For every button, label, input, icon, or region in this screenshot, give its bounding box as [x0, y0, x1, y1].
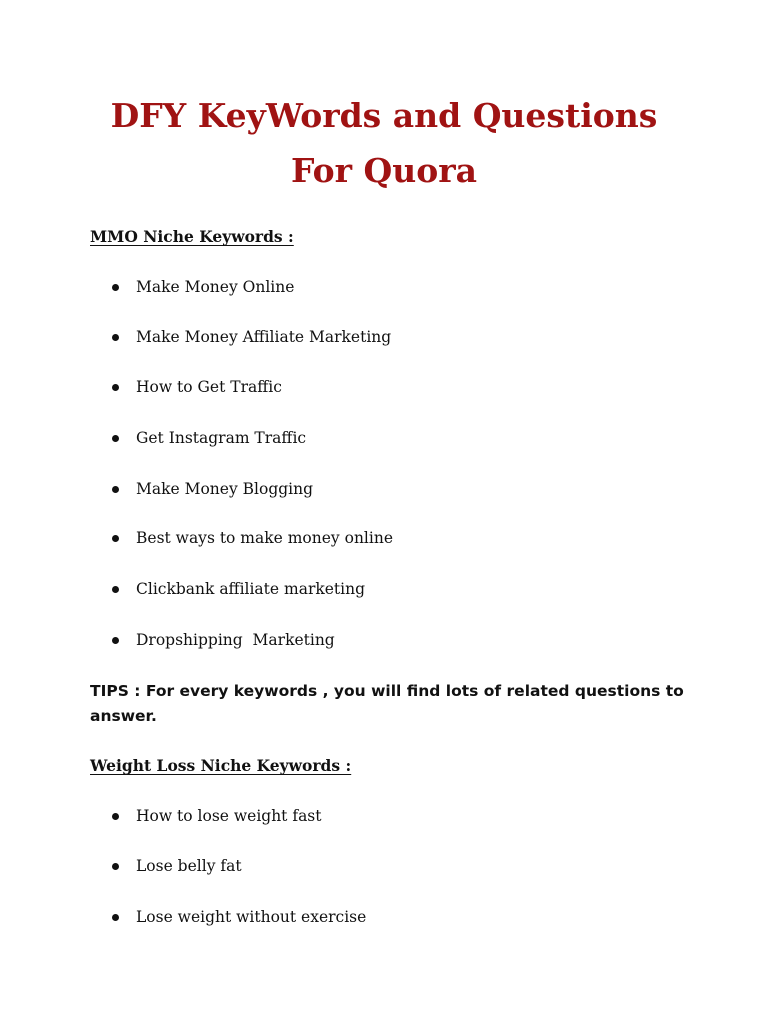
weight-loss-section-heading: Weight Loss Niche Keywords : — [90, 756, 352, 775]
bullet-icon — [112, 535, 119, 542]
page-title-line-1: DFY KeyWords and Questions — [110, 96, 658, 135]
bullet-icon — [112, 813, 119, 820]
list-item — [112, 855, 242, 877]
list-item — [112, 478, 314, 500]
keyword-text: Clickbank affiliate marketing — [136, 580, 366, 598]
list-item — [112, 578, 366, 600]
keyword-text: Lose weight without exercise — [136, 908, 367, 926]
keyword-text: How to lose weight fast — [136, 807, 322, 825]
bullet-icon — [112, 284, 119, 291]
bullet-icon — [112, 637, 119, 644]
keyword-text: Lose belly fat — [136, 857, 242, 875]
list-item — [112, 427, 307, 449]
bullet-icon — [112, 863, 119, 870]
list-item — [112, 527, 393, 549]
list-item — [112, 326, 392, 348]
list-item — [112, 906, 367, 928]
list-item — [112, 276, 295, 298]
keyword-text: Dropshipping Marketing — [136, 631, 335, 649]
tips-paragraph: TIPS : For every keywords , you will find lots of related questions to answer. — [90, 682, 684, 725]
keyword-text: Best ways to make money online — [136, 529, 393, 547]
list-item — [112, 629, 335, 651]
list-item — [112, 805, 322, 827]
bullet-icon — [112, 435, 119, 442]
bullet-icon — [112, 586, 119, 593]
keyword-text: Get Instagram Traffic — [136, 429, 307, 447]
bullet-icon — [112, 914, 119, 921]
bullet-icon — [112, 334, 119, 341]
bullet-icon — [112, 384, 119, 391]
mmo-section-heading: MMO Niche Keywords : — [90, 227, 294, 246]
keyword-text: How to Get Traffic — [136, 378, 282, 396]
list-item — [112, 376, 282, 398]
keyword-text: Make Money Affiliate Marketing — [136, 328, 392, 346]
keyword-text: Make Money Blogging — [136, 480, 314, 498]
bullet-icon — [112, 486, 119, 493]
keyword-text: Make Money Online — [136, 278, 295, 296]
page-title-line-2: For Quora — [290, 151, 478, 190]
